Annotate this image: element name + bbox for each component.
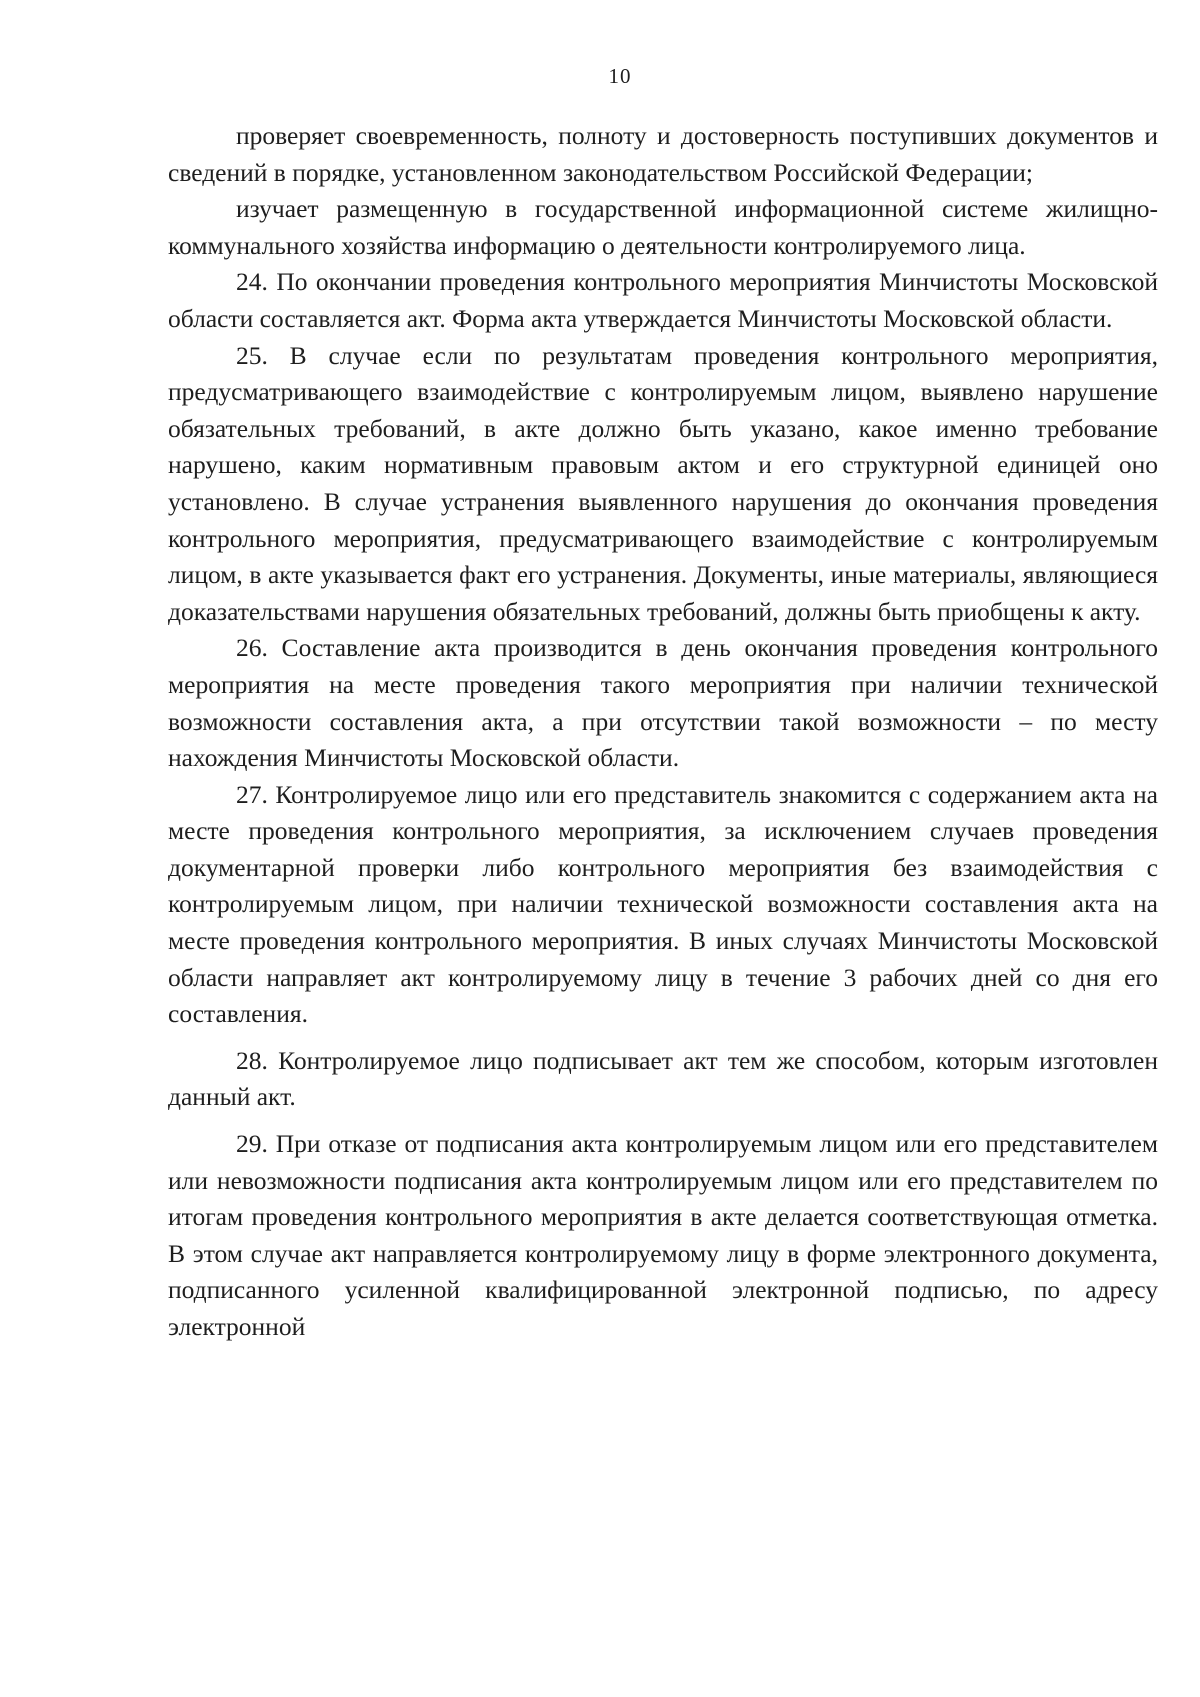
paragraph-studies-information: изучает размещенную в государственной информационной системе жилищно-коммунального хозяйства информацию о деятельности контролируемого лица.: [168, 194, 1158, 260]
paragraph-26: 26. Составление акта производится в день окончания проведения контрольного мероприятия на месте проведения такого мероприятия при наличии технической возможности составления акта, а при отсутствии такой возможности – по месту нахождения Минчистоты Московской области.: [168, 633, 1158, 773]
paragraph-24: 24. По окончании проведения контрольного мероприятия Минчистоты Московской области составляется акт. Форма акта утверждается Минчистоты Московской области.: [168, 267, 1158, 333]
paragraph-27: 27. Контролируемое лицо или его представитель знакомится с содержанием акта на месте проведения контрольного мероприятия, за исключением случаев проведения документарной проверки либо контрольного мероприятия без взаимодействия с контролируемым лицом, при наличии технической возможности составления акта на месте проведения контрольного мероприятия. В иных случаях Минчистоты Московской области направляет акт контролируемому лицу в течение 3 рабочих дней со дня его составления.: [168, 779, 1158, 1029]
paragraph-29: 29. При отказе от подписания акта контролируемым лицом или его представителем или невозможности подписания акта контролируемым лицом или его представителем по итогам проведения контрольного мероприятия в акте делается соответствующая отметка. В этом случае акт направляется контролируемому лицу в форме электронного документа, подписанного усиленной квалифицированной электронной подписью, по адресу электронной: [168, 1129, 1158, 1341]
document-body: [168, 118, 1158, 1346]
paragraph-25: 25. В случае если по результатам проведения контрольного мероприятия, предусматривающего взаимодействие с контролируемым лицом, выявлено нарушение обязательных требований, в акте должно быть указано, какое именно требование нарушено, каким нормативным правовым актом и его структурной единицей оно установлено. В случае устранения выявленного нарушения до окончания проведения контрольного мероприятия, предусматривающего взаимодействие с контролируемым лицом, в акте указывается факт его устранения. Документы, иные материалы, являющиеся доказательствами нарушения обязательных требований, должны быть приобщены к акту.: [168, 340, 1158, 626]
paragraph-checks-documents: проверяет своевременность, полноту и достоверность поступивших документов и сведений в порядке, установленном законодательством Российской Федерации;: [168, 121, 1158, 187]
page-number: 10: [608, 64, 632, 88]
paragraph-28: 28. Контролируемое лицо подписывает акт тем же способом, которым изготовлен данный акт.: [168, 1045, 1158, 1112]
